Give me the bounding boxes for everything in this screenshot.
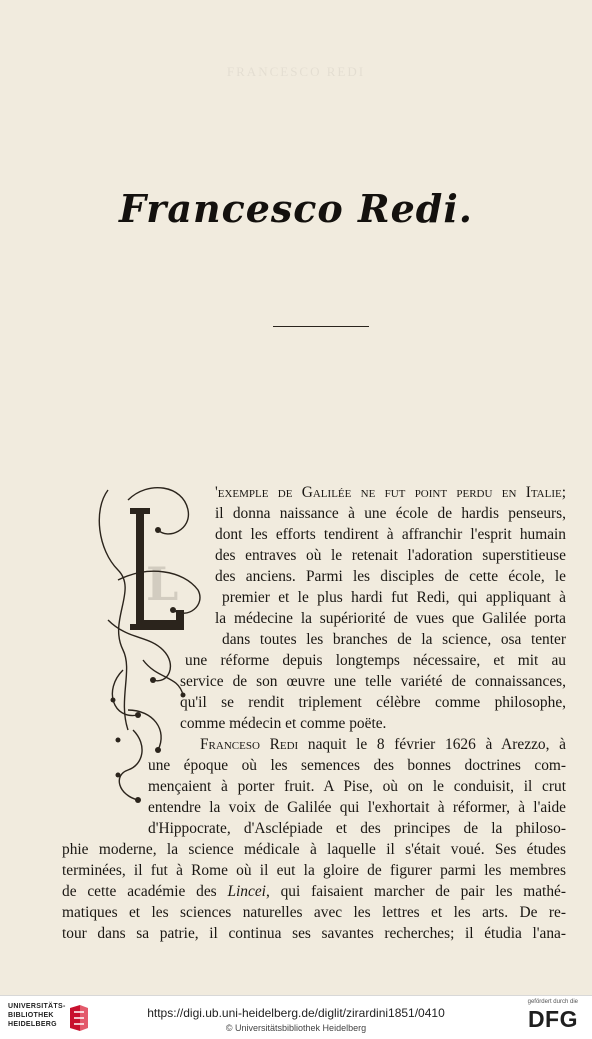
text-line: mençaient à porter fruit. A Pise, où on le conduisit, il crut xyxy=(148,778,566,795)
text-line: entendre la voix de Galilée qui l'exhortait à réformer, à l'aide xyxy=(148,799,566,816)
drop-cap-letter: L xyxy=(146,557,179,611)
text-line: terminées, il fut à Rome où il eut la gloire de figurer parmi les membres xyxy=(62,862,566,879)
library-logo[interactable]: UNIVERSITÄTS- BIBLIOTHEK HEIDELBERG xyxy=(8,1001,88,1033)
text-line: dans toutes les branches de la science, osa tenter xyxy=(222,631,566,648)
text-line: dont les efforts tendirent à affranchir l'esprit humain xyxy=(215,526,566,543)
text-line: comme médecin et comme poëte. xyxy=(180,715,387,732)
text-line: une réforme depuis longtemps nécessaire, et mit au xyxy=(185,652,566,669)
text-line: tour dans sa patrie, il continua ses savantes recherches; il étudia l'ana- xyxy=(62,925,566,942)
text-line: d'Hippocrate, d'Asclépiade et des principes de la philoso- xyxy=(148,820,566,837)
text-line: qu'il se rendit triplement célèbre comme philosophe, xyxy=(180,694,566,711)
bleed-through-header: FRANCESCO REDI xyxy=(226,64,366,79)
text-line: matiques et les sciences naturelles avec les lettres et les arts. De re- xyxy=(62,904,566,921)
text-line: premier et le plus hardi fut Redi, qui appliquant à xyxy=(222,589,566,606)
text-line: une époque où les semences des bonnes doctrines com- xyxy=(148,757,566,774)
text-line: la médecine la supériorité de vues que Galilée porta xyxy=(215,610,566,627)
text-line: service de son œuvre une telle variété de connaissances, xyxy=(180,673,566,690)
title-rule xyxy=(273,326,369,327)
copyright-notice: © Universitätsbibliothek Heidelberg xyxy=(225,1023,367,1033)
text-line: de cette académie des Lincei, qui faisaient marcher de pair les mathé- xyxy=(62,883,566,900)
page-url-link[interactable]: https://digi.ub.uni-heidelberg.de/diglit/zirardini1851/0410 xyxy=(147,1006,445,1020)
text-line: 'exemple de Galilée ne fut point perdu en Italie; xyxy=(215,484,566,501)
person-name: Franceso Redi xyxy=(200,736,299,753)
dfg-logo[interactable]: DFG xyxy=(527,1006,578,1032)
page-title: Francesco Redi. xyxy=(119,186,473,231)
body-text xyxy=(62,482,566,944)
paragraph-1 xyxy=(62,482,566,734)
text-line: il donna naissance à une école de hardis penseurs, xyxy=(215,505,566,522)
text-line: des anciens. Parmi les disciples de cette école, le xyxy=(215,568,566,585)
text-line: phie moderne, la science médicale à laquelle il s'était voué. Ses études xyxy=(62,841,566,858)
text-line: Franceso Redi naquit le 8 février 1626 à Arezzo, à xyxy=(200,736,566,753)
dfg-caption: gefördert durch die xyxy=(527,999,578,1005)
text-line: des entraves où le retenait l'adoration superstitieuse xyxy=(215,547,566,564)
viewer-footer xyxy=(0,995,592,1039)
paragraph-2 xyxy=(62,734,566,944)
